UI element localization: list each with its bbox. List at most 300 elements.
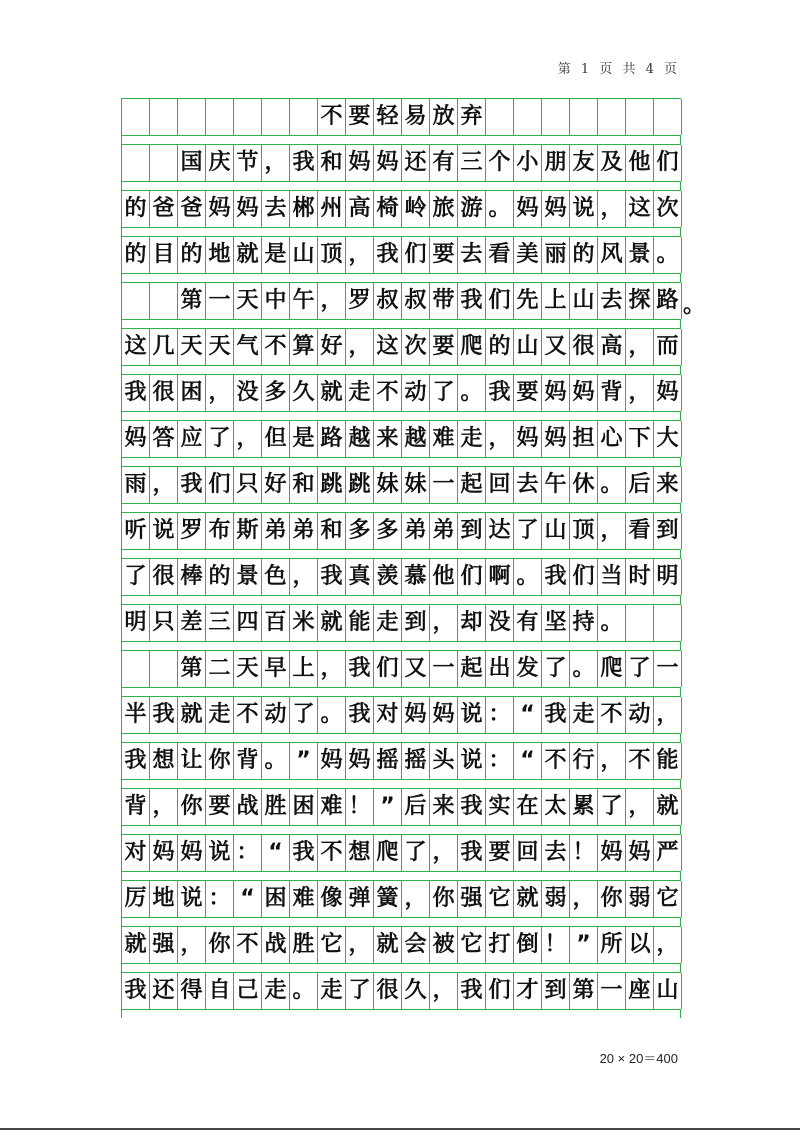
grid-cell: 一 — [206, 283, 234, 319]
grid-cell: 米 — [290, 605, 318, 641]
grid-cell: 簧 — [374, 881, 402, 917]
grid-cell: 我 — [122, 375, 150, 411]
grid-cell: 要 — [346, 99, 374, 135]
grid-cell: 百 — [262, 605, 290, 641]
grid-cell — [654, 605, 682, 641]
grid-cell: 节 — [234, 145, 262, 181]
grid-cell: ！ — [542, 927, 570, 963]
grid-row — [121, 328, 681, 366]
essay-row — [121, 558, 681, 596]
grid-cell: 的 — [570, 237, 598, 273]
grid-cell: 到 — [542, 973, 570, 1009]
grid-cell: 椅 — [374, 191, 402, 227]
grid-cell: 午 — [542, 467, 570, 503]
grid-cell — [150, 145, 178, 181]
grid-character-count: 20 × 20＝400 — [599, 1051, 678, 1066]
grid-cell: “ — [262, 835, 290, 871]
grid-cell — [122, 283, 150, 319]
grid-cell: 了 — [290, 697, 318, 733]
grid-cell: ， — [626, 789, 654, 825]
grid-cell: 去 — [598, 283, 626, 319]
essay-title-row — [121, 98, 681, 136]
essay-row — [121, 880, 681, 918]
grid-cell: 就 — [374, 927, 402, 963]
grid-row — [121, 834, 681, 872]
grid-cell: ” — [290, 743, 318, 779]
grid-cell: 探 — [626, 283, 654, 319]
grid-cell: ： — [486, 743, 514, 779]
grid-cell: 顶 — [318, 237, 346, 273]
grid-cell: 很 — [374, 973, 402, 1009]
grid-cell: 看 — [486, 237, 514, 273]
grid-cell: 目 — [150, 237, 178, 273]
grid-cell: ， — [318, 283, 346, 319]
grid-cell: 就 — [234, 237, 262, 273]
grid-cell: 才 — [514, 973, 542, 1009]
grid-cell: 出 — [486, 651, 514, 687]
row-gap — [121, 274, 681, 282]
grid-cell: 严 — [654, 835, 682, 871]
grid-cell: 跳 — [346, 467, 374, 503]
grid-cell: 想 — [346, 835, 374, 871]
grid-cell: 摇 — [402, 743, 430, 779]
grid-row — [121, 374, 681, 412]
grid-cell — [122, 99, 150, 135]
grid-cell: 。 — [458, 375, 486, 411]
grid-cell: 我 — [346, 651, 374, 687]
grid-cell: 们 — [374, 651, 402, 687]
grid-cell: 第 — [178, 283, 206, 319]
grid-cell: 胜 — [290, 927, 318, 963]
grid-cell: 有 — [430, 145, 458, 181]
essay-row — [121, 788, 681, 826]
grid-cell: 天 — [178, 329, 206, 365]
grid-cell: 个 — [486, 145, 514, 181]
grid-cell: 妈 — [122, 421, 150, 457]
grid-cell: 我 — [346, 697, 374, 733]
grid-cell: 背 — [598, 375, 626, 411]
grid-cell: 战 — [234, 789, 262, 825]
essay-row — [121, 650, 681, 688]
grid-cell: 妈 — [178, 835, 206, 871]
grid-cell: 能 — [346, 605, 374, 641]
grid-cell: 妈 — [346, 743, 374, 779]
grid-row — [121, 558, 681, 596]
grid-cell: 不 — [234, 927, 262, 963]
grid-row — [121, 788, 681, 826]
grid-cell: 听 — [122, 513, 150, 549]
grid-cell: 被 — [430, 927, 458, 963]
grid-cell: 就 — [122, 927, 150, 963]
grid-cell: 太 — [542, 789, 570, 825]
grid-cell: 我 — [458, 973, 486, 1009]
grid-cell — [178, 99, 206, 135]
essay-row — [121, 604, 681, 642]
grid-cell: 妈 — [206, 191, 234, 227]
essay-row — [121, 282, 705, 320]
row-gap — [121, 780, 681, 788]
grid-cell: 我 — [458, 283, 486, 319]
grid-row — [121, 742, 681, 780]
grid-cell: 后 — [402, 789, 430, 825]
grid-cell: 去 — [458, 237, 486, 273]
grid-cell — [654, 99, 682, 135]
grid-cell: 越 — [402, 421, 430, 457]
grid-cell: ， — [262, 145, 290, 181]
grid-cell: 背 — [234, 743, 262, 779]
grid-cell: 明 — [654, 559, 682, 595]
grid-cell: 只 — [234, 467, 262, 503]
row-gap — [121, 642, 681, 650]
grid-cell: 罗 — [346, 283, 374, 319]
grid-cell: 游 — [458, 191, 486, 227]
grid-cell: 明 — [122, 605, 150, 641]
grid-cell: ！ — [570, 835, 598, 871]
grid-cell: 这 — [122, 329, 150, 365]
grid-cell: 行 — [570, 743, 598, 779]
grid-cell: 到 — [402, 605, 430, 641]
grid-cell: 后 — [626, 467, 654, 503]
grid-cell: 以 — [626, 927, 654, 963]
grid-cell: 第 — [178, 651, 206, 687]
grid-cell: 次 — [402, 329, 430, 365]
grid-cell: 要 — [430, 237, 458, 273]
grid-cell: 放 — [430, 99, 458, 135]
grid-cell: 一 — [598, 973, 626, 1009]
grid-cell: 想 — [150, 743, 178, 779]
grid-cell: 。 — [318, 697, 346, 733]
grid-cell: 棒 — [178, 559, 206, 595]
grid-cell: 。 — [486, 191, 514, 227]
grid-cell: 能 — [654, 743, 682, 779]
grid-row — [121, 144, 681, 182]
row-gap — [121, 918, 681, 926]
grid-cell: 慕 — [402, 559, 430, 595]
row-gap — [121, 688, 681, 696]
grid-cell: ， — [318, 651, 346, 687]
grid-cell: 地 — [150, 881, 178, 917]
grid-cell: ， — [206, 375, 234, 411]
grid-cell: 就 — [178, 697, 206, 733]
grid-cell: 打 — [486, 927, 514, 963]
grid-cell: 。 — [598, 467, 626, 503]
grid-cell: 倒 — [514, 927, 542, 963]
grid-cell: 们 — [402, 237, 430, 273]
essay-row — [121, 420, 681, 458]
grid-cell: 头 — [430, 743, 458, 779]
grid-cell: ” — [570, 927, 598, 963]
grid-cell: 不 — [262, 329, 290, 365]
grid-cell: 走 — [374, 605, 402, 641]
grid-cell: 斯 — [234, 513, 262, 549]
row-gap — [121, 320, 681, 328]
grid-cell: 朋 — [542, 145, 570, 181]
grid-cell — [150, 99, 178, 135]
grid-cell: “ — [514, 697, 542, 733]
grid-cell: 时 — [626, 559, 654, 595]
grid-cell: 不 — [318, 835, 346, 871]
grid-cell: 我 — [458, 835, 486, 871]
grid-cell: 多 — [374, 513, 402, 549]
grid-cell — [150, 651, 178, 687]
row-gap — [121, 182, 681, 190]
grid-cell: 次 — [654, 191, 682, 227]
grid-cell: 走 — [206, 697, 234, 733]
grid-cell: 轻 — [374, 99, 402, 135]
grid-cell: 山 — [570, 283, 598, 319]
grid-cell: 爸 — [150, 191, 178, 227]
grid-cell: 难 — [290, 881, 318, 917]
grid-cell: 得 — [178, 973, 206, 1009]
grid-cell: 真 — [346, 559, 374, 595]
grid-cell: 午 — [290, 283, 318, 319]
grid-cell: 爬 — [458, 329, 486, 365]
grid-cell: 妈 — [430, 697, 458, 733]
grid-cell: 啊 — [486, 559, 514, 595]
grid-cell: 弹 — [346, 881, 374, 917]
grid-cell: 妈 — [402, 697, 430, 733]
grid-cell: 没 — [234, 375, 262, 411]
grid-cell: 妈 — [234, 191, 262, 227]
grid-cell: ， — [178, 927, 206, 963]
grid-cell: 几 — [150, 329, 178, 365]
row-gap — [121, 412, 681, 420]
grid-cell: 担 — [570, 421, 598, 457]
grid-cell: 累 — [570, 789, 598, 825]
grid-cell: 发 — [514, 651, 542, 687]
grid-cell: 叔 — [402, 283, 430, 319]
row-gap — [121, 734, 681, 742]
row-gap — [121, 504, 681, 512]
essay-row — [121, 466, 681, 504]
grid-cell: 大 — [654, 421, 682, 457]
grid-row — [121, 420, 681, 458]
grid-cell: 来 — [654, 467, 682, 503]
grid-cell: 们 — [570, 559, 598, 595]
grid-cell: 说 — [178, 881, 206, 917]
grid-cell: 强 — [458, 881, 486, 917]
grid-cell: 动 — [262, 697, 290, 733]
grid-cell — [122, 145, 150, 181]
grid-cell: 旅 — [430, 191, 458, 227]
page-number: 第 1 页 共 4 页 — [557, 62, 680, 77]
grid-cell: 了 — [430, 375, 458, 411]
grid-cell: 天 — [234, 651, 262, 687]
grid-cell: 妈 — [346, 145, 374, 181]
grid-cell: 起 — [458, 467, 486, 503]
grid-cell: 易 — [402, 99, 430, 135]
grid-cell: ， — [486, 421, 514, 457]
grid-cell: 差 — [178, 605, 206, 641]
grid-cell: 了 — [598, 789, 626, 825]
grid-row — [121, 98, 681, 136]
grid-cell: 我 — [122, 743, 150, 779]
grid-cell: 久 — [402, 973, 430, 1009]
grid-cell: 和 — [318, 513, 346, 549]
grid-cell: 去 — [514, 467, 542, 503]
grid-row — [121, 696, 681, 734]
grid-cell — [514, 99, 542, 135]
grid-cell: 友 — [570, 145, 598, 181]
essay-row — [121, 512, 681, 550]
grid-cell: 我 — [290, 835, 318, 871]
grid-cell: 了 — [346, 973, 374, 1009]
grid-cell: ， — [626, 329, 654, 365]
grid-cell: 答 — [150, 421, 178, 457]
grid-row — [121, 190, 681, 228]
grid-cell: 对 — [374, 697, 402, 733]
grid-cell: 你 — [598, 881, 626, 917]
grid-cell: 弱 — [626, 881, 654, 917]
grid-cell: 了 — [626, 651, 654, 687]
grid-cell: 走 — [318, 973, 346, 1009]
grid-cell: 们 — [458, 559, 486, 595]
grid-cell: 而 — [654, 329, 682, 365]
grid-cell: 达 — [486, 513, 514, 549]
grid-cell: 妹 — [402, 467, 430, 503]
grid-cell: 山 — [542, 513, 570, 549]
grid-cell: 弃 — [458, 99, 486, 135]
grid-cell: 却 — [458, 605, 486, 641]
grid-cell: 一 — [430, 467, 458, 503]
grid-cell: 厉 — [122, 881, 150, 917]
margin-punctuation: 。 — [682, 293, 705, 318]
grid-cell: 妈 — [514, 191, 542, 227]
grid-cell: 丽 — [542, 237, 570, 273]
essay-row — [121, 236, 681, 274]
grid-cell: 我 — [542, 697, 570, 733]
composition-grid — [121, 98, 705, 1018]
grid-cell: ， — [626, 375, 654, 411]
grid-cell: 当 — [598, 559, 626, 595]
grid-cell: 动 — [402, 375, 430, 411]
grid-cell: ： — [206, 881, 234, 917]
grid-cell: “ — [514, 743, 542, 779]
grid-cell: 们 — [486, 973, 514, 1009]
grid-cell — [486, 99, 514, 135]
grid-cell: 雨 — [122, 467, 150, 503]
grid-cell: 就 — [654, 789, 682, 825]
grid-cell — [290, 99, 318, 135]
grid-cell: 山 — [514, 329, 542, 365]
grid-cell: 所 — [598, 927, 626, 963]
grid-cell: 走 — [262, 973, 290, 1009]
grid-row — [121, 972, 681, 1010]
grid-row — [121, 650, 681, 688]
grid-cell: 摇 — [374, 743, 402, 779]
grid-cell: 要 — [430, 329, 458, 365]
grid-cell: 妈 — [374, 145, 402, 181]
grid-cell: 回 — [514, 835, 542, 871]
grid-cell: 休 — [570, 467, 598, 503]
grid-cell: 羡 — [374, 559, 402, 595]
grid-row — [121, 466, 681, 504]
grid-cell: 心 — [598, 421, 626, 457]
grid-cell: 布 — [206, 513, 234, 549]
grid-cell: 。 — [654, 237, 682, 273]
grid-cell: 妈 — [654, 375, 682, 411]
grid-cell: 妈 — [570, 375, 598, 411]
essay-row — [121, 926, 681, 964]
grid-row — [121, 282, 681, 320]
grid-cell: 我 — [290, 145, 318, 181]
grid-cell: 持 — [570, 605, 598, 641]
grid-cell: 弟 — [402, 513, 430, 549]
grid-cell: 是 — [262, 237, 290, 273]
grid-cell: 动 — [626, 697, 654, 733]
grid-cell: 我 — [458, 789, 486, 825]
grid-cell: 妈 — [542, 191, 570, 227]
grid-cell: 跳 — [318, 467, 346, 503]
grid-cell: 。 — [514, 559, 542, 595]
grid-cell: 我 — [178, 467, 206, 503]
grid-cell: 我 — [150, 697, 178, 733]
grid-cell: 还 — [150, 973, 178, 1009]
grid-cell: 弟 — [262, 513, 290, 549]
essay-row — [121, 144, 681, 182]
grid-row — [121, 236, 681, 274]
grid-cell: 妈 — [626, 835, 654, 871]
grid-cell: 难 — [318, 789, 346, 825]
grid-cell: 它 — [486, 881, 514, 917]
grid-cell: 座 — [626, 973, 654, 1009]
grid-cell: ， — [150, 789, 178, 825]
grid-cell: 景 — [234, 559, 262, 595]
grid-cell: 战 — [262, 927, 290, 963]
grid-cell: 路 — [318, 421, 346, 457]
grid-cell: 它 — [458, 927, 486, 963]
grid-cell: 一 — [654, 651, 682, 687]
grid-cell: 说 — [458, 697, 486, 733]
grid-cell: 天 — [234, 283, 262, 319]
grid-cell: 好 — [318, 329, 346, 365]
grid-cell: 天 — [206, 329, 234, 365]
grid-cell: 只 — [150, 605, 178, 641]
row-gap — [121, 136, 681, 144]
grid-cell: 就 — [318, 605, 346, 641]
grid-row — [121, 926, 681, 964]
grid-cell: 没 — [486, 605, 514, 641]
grid-cell: 三 — [206, 605, 234, 641]
grid-cell: 我 — [374, 237, 402, 273]
row-gap — [121, 228, 681, 236]
grid-cell: 我 — [486, 375, 514, 411]
grid-cell: 第 — [570, 973, 598, 1009]
grid-cell: 说 — [570, 191, 598, 227]
grid-cell: 一 — [430, 651, 458, 687]
grid-cell: 看 — [626, 513, 654, 549]
grid-cell: 它 — [654, 881, 682, 917]
essay-row — [121, 972, 681, 1010]
grid-cell: 到 — [458, 513, 486, 549]
grid-cell: 多 — [262, 375, 290, 411]
grid-cell — [626, 99, 654, 135]
grid-cell: 让 — [178, 743, 206, 779]
grid-cell: 。 — [570, 651, 598, 687]
grid-cell: 小 — [514, 145, 542, 181]
row-gap — [121, 550, 681, 558]
row-gap — [121, 826, 681, 834]
grid-cell: 自 — [206, 973, 234, 1009]
grid-cell: 这 — [626, 191, 654, 227]
grid-cell — [570, 99, 598, 135]
grid-cell: 带 — [430, 283, 458, 319]
grid-cell: “ — [234, 881, 262, 917]
grid-cell: 三 — [458, 145, 486, 181]
grid-cell: 胜 — [262, 789, 290, 825]
grid-cell: ， — [570, 881, 598, 917]
grid-cell: 路 — [654, 283, 682, 319]
